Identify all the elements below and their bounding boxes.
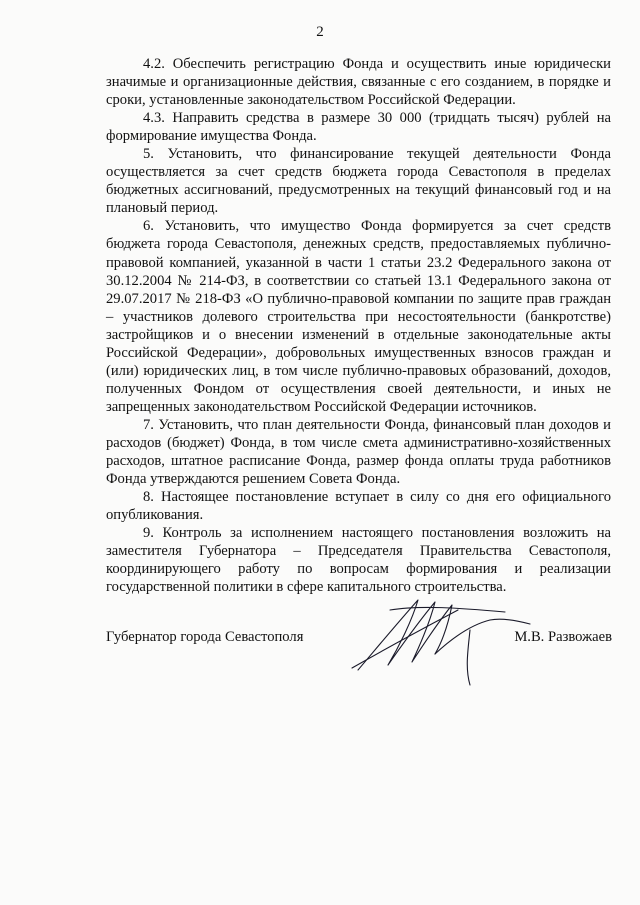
paragraph-5: 5. Установить, что финансирование текущей деятельности Фонда осуществляется за счет средств бюджета города Севастополя в пределах бюджетных ассигнований, предусмотренных на текущий финансовый год и на плановый период. [106,146,611,217]
paragraph-4-2: 4.2. Обеспечить регистрацию Фонда и осуществить иные юридически значимые и организационные действия, связанные с его созданием, в порядке и сроки, установленные законодательством Российской Федерации. [106,56,611,109]
signatory-name: М.В. Развожаев [514,629,612,645]
paragraph-9: 9. Контроль за исполнением настоящего постановления возложить на заместителя Губернатора – Председателя Правительства Севастополя, координирующего работу по вопросам формирования и реализации государственной политики в сфере капитального строительства. [106,525,611,596]
paragraph-4-3: 4.3. Направить средства в размере 30 000 (тридцать тысяч) рублей на формирование имущества Фонда. [106,110,611,145]
paragraph-6: 6. Установить, что имущество Фонда формируется за счет средств бюджета города Севастополя, денежных средств, предоставляемых публично-правовой компанией, указанной в части 1 статьи 23.2 Федерального закона от 30.12.2004 № 214-ФЗ, в соответствии со статьей 13.1 Федерального закона от 29.07.2017 № 218-ФЗ «О публично-правовой компании по защите прав граждан – участников долевого строительства при несостоятельности (банкротстве) застройщиков и о внесении изменений в отдельные законодательные акты Российской Федерации», добровольных имущественных взносов граждан и (или) юридических лиц, в том числе публично-правовых образований, доходов, полученных Фондом от осуществления своей деятельности, и иных не запрещенных законодательством Российской Федерации источников. [106,218,611,415]
page-number: 2 [316,24,324,40]
paragraph-7: 7. Установить, что план деятельности Фонда, финансовый план доходов и расходов (бюджет) Фонда, в том числе смета административно-хозяйственных расходов, штатное расписание Фонда, размер фонда оплаты труда работников Фонда утверждаются решением Совета Фонда. [106,416,611,488]
document-body [106,55,611,596]
signatory-title: Губернатор города Севастополя [106,629,304,645]
handwritten-signature [330,590,540,690]
paragraph-8: 8. Настоящее постановление вступает в силу со дня его официального опубликования. [106,489,611,524]
